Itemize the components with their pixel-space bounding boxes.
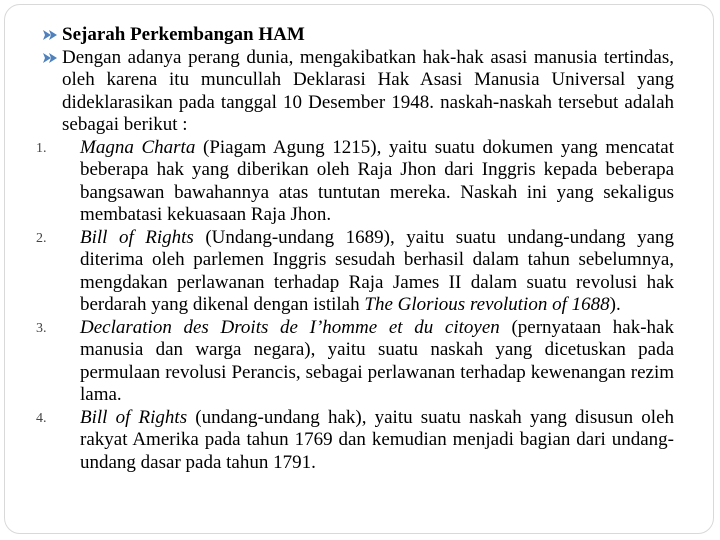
heading-row (42, 24, 674, 47)
list-item (36, 226, 674, 317)
intro-text: Dengan adanya perang dunia, mengakibatkan hak-hak asasi manusia tertindas, oleh karena itu muncullah Deklarasi Hak Asasi Manusia Universal yang dideklarasikan pada tanggal 10 Desember 1948. naskah-naskah tersebut adalah sebagai berikut : (62, 46, 674, 135)
arrow-bullet-icon (42, 52, 58, 64)
document-list (36, 136, 674, 475)
list-item-text: (pernyataan hak-hak manusia dan warga negara), yaitu suatu naskah yang dicetuskan pada permulaan revolusi Perancis, sebagai perlawanan terhadap kewenangan rezim lama. (80, 316, 674, 405)
list-item-emphasis: The Glorious revolution of 1688 (364, 294, 610, 315)
list-item-title: Declaration des Droits de I’homme et du citoyen (80, 316, 500, 338)
list-item-number: 2. (36, 230, 47, 246)
list-item (36, 316, 674, 407)
list-item-text: (Piagam Agung 1215), yaitu suatu dokumen yang mencatat beberapa hak yang diberikan oleh Raja Jhon dari Inggris kepada beberapa bangsawan bawahannya atas tuntutan mereka. Naskah ini yang sekaligus membatasi kekuasaan Raja Jhon. (80, 136, 674, 225)
list-item-text: (Undang-undang 1689), yaitu suatu undang-undang yang diterima oleh parlemen Inggris sesudah berhasil dalam tahun sebelumnya, mengdakan perlawanan terhadap Raja James II dalam suatu revolusi hak berdarah yang dikenal dengan istilah (80, 226, 674, 315)
list-item-text: (undang-undang hak), yaitu suatu naskah yang disusun oleh rakyat Amerika pada tahun 1769 dan kemudian menjadi bagian dari undang-undang dasar pada tahun 1791. (80, 406, 674, 473)
slide-content (36, 24, 674, 474)
list-item-title: Bill of Rights (80, 406, 188, 428)
list-item-number: 3. (36, 320, 47, 336)
heading-title: Sejarah Perkembangan HAM (62, 24, 305, 45)
list-item-title: Bill of Rights (80, 226, 194, 248)
arrow-bullet-icon (42, 29, 58, 41)
list-item (36, 136, 674, 227)
list-item-title: Magna Charta (80, 136, 196, 158)
list-item (36, 406, 674, 475)
list-item-tail: ). (609, 294, 621, 315)
list-item-number: 1. (36, 140, 47, 156)
intro-row (42, 47, 674, 137)
list-item-number: 4. (36, 410, 47, 426)
